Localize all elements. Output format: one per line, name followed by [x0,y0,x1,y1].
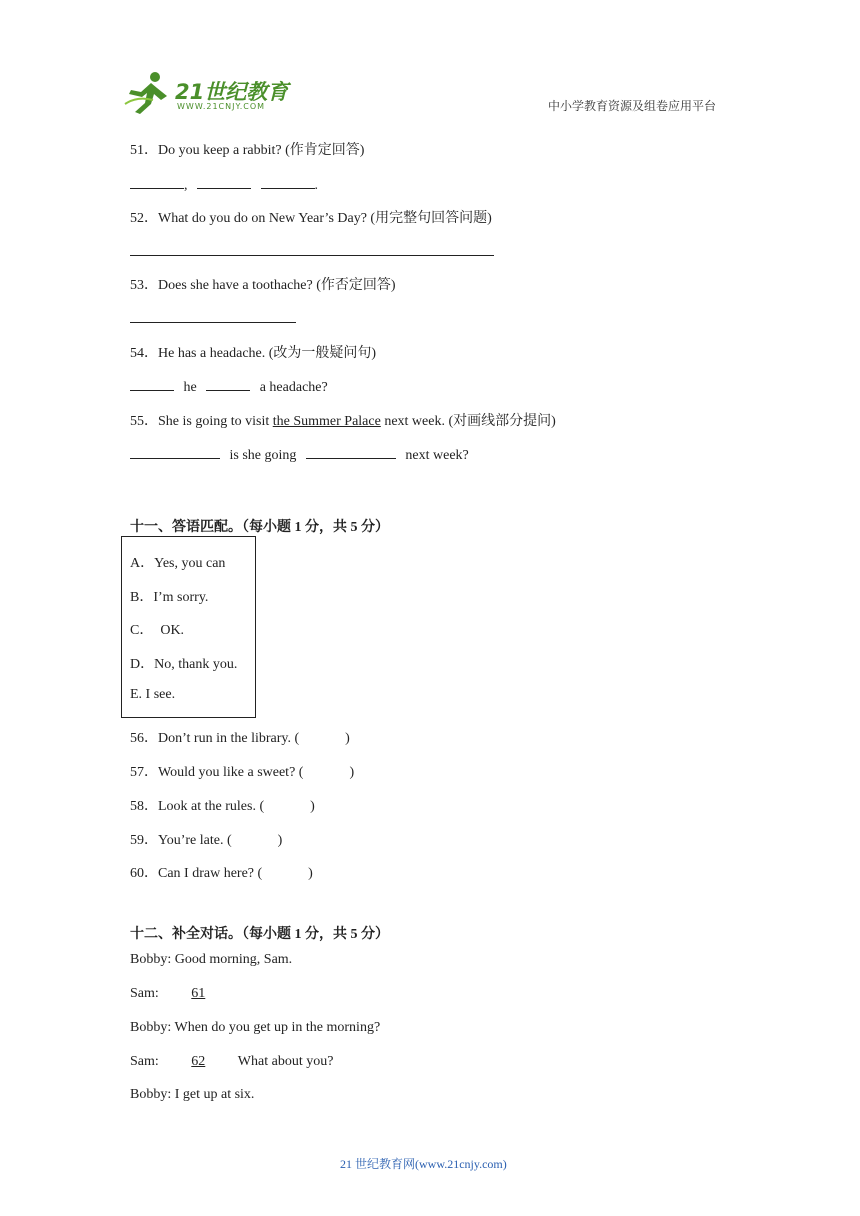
underlined-phrase: the Summer Palace [272,414,381,429]
question-53 [130,274,396,294]
question-text: You’re late. ( [158,833,232,848]
question-number: 51． [130,143,158,158]
answer-blank[interactable] [130,241,494,256]
question-text: What do you do on New Year’s Day? (用完整句回答问题) [158,211,492,226]
close-paren: ) [345,731,350,746]
close-paren: ) [310,799,315,814]
comma: , [184,178,188,193]
logo [123,70,291,114]
answer-blank[interactable] [306,444,396,459]
answer-blank[interactable] [130,174,184,189]
question-55 [130,410,556,430]
blank-62[interactable]: 62 [191,1054,206,1069]
answer-55 [130,444,469,464]
option-a: A．Yes, you can [130,556,226,571]
logo-text: 21世纪教育 [175,80,289,104]
section-11-title: 十一、答语匹配。（每小题 1 分，共 5 分） [130,520,389,535]
question-57 [130,761,354,781]
question-text: Would you like a sweet? ( [158,765,304,780]
blank-61[interactable]: 61 [191,986,206,1001]
question-number: 58． [130,799,158,814]
answer-51 [130,174,318,194]
question-51 [130,139,364,159]
answer-52 [130,241,494,261]
answer-blank[interactable] [206,376,250,391]
answer-word: a headache? [259,380,328,395]
dialogue-line-5: Bobby: I get up at six. [130,1087,255,1102]
question-number: 60． [130,866,158,881]
footer-link[interactable]: 21 世纪教育网(www.21cnjy.com) [340,1157,507,1171]
question-number: 57． [130,765,158,780]
platform-label: 中小学教育资源及组卷应用平台 [548,99,717,113]
answer-word: is she going [229,448,297,463]
question-number: 54． [130,346,158,361]
question-text: Can I draw here? ( [158,866,263,881]
question-text: Does she have a toothache? (作否定回答) [158,278,396,293]
section-12-title: 十二、补全对话。（每小题 1 分，共 5 分） [130,927,389,942]
option-d: D．No, thank you. [130,657,238,672]
answer-53 [130,308,296,328]
speaker: Sam: [130,986,159,1001]
answer-blank[interactable] [261,174,315,189]
speaker: Sam: [130,1054,159,1069]
logo-subtext: WWW.21CNJY.COM [177,102,266,111]
question-56 [130,727,350,747]
question-59 [130,829,282,849]
answer-word: next week? [405,448,469,463]
answer-blank[interactable] [130,376,174,391]
question-60 [130,862,313,882]
question-text: He has a headache. (改为一般疑问句) [158,346,377,361]
question-text-tail: next week. (对画线部分提问) [380,414,556,429]
question-54 [130,342,376,362]
question-52 [130,207,492,227]
question-number: 52． [130,211,158,226]
dialogue-line-2 [130,986,228,1002]
question-text: Look at the rules. ( [158,799,265,814]
question-text: She is going to visit [158,414,273,429]
runner-logo-icon [123,70,173,114]
option-c: C． OK. [130,623,185,638]
answer-blank[interactable] [197,174,251,189]
answer-54 [130,376,328,396]
question-58 [130,795,315,815]
close-paren: ) [308,866,313,881]
question-number: 59． [130,833,158,848]
option-b: B．I’m sorry. [130,590,209,605]
dialogue-line-3: Bobby: When do you get up in the morning? [130,1020,381,1035]
period: . [314,178,318,193]
question-number: 55． [130,414,158,429]
answer-word: he [183,380,197,395]
answer-blank[interactable] [130,308,296,323]
dialogue-line-1: Bobby: Good morning, Sam. [130,952,293,967]
question-number: 53． [130,278,158,293]
question-text: Don’t run in the library. ( [158,731,300,746]
close-paren: ) [277,833,283,848]
question-number: 56． [130,731,158,746]
option-e: E. I see. [130,687,176,702]
close-paren: ) [349,765,355,780]
dialogue-line-4 [130,1054,333,1070]
dialogue-text: What about you? [237,1054,334,1069]
answer-blank[interactable] [130,444,220,459]
question-text: Do you keep a rabbit? (作肯定回答) [158,143,365,158]
